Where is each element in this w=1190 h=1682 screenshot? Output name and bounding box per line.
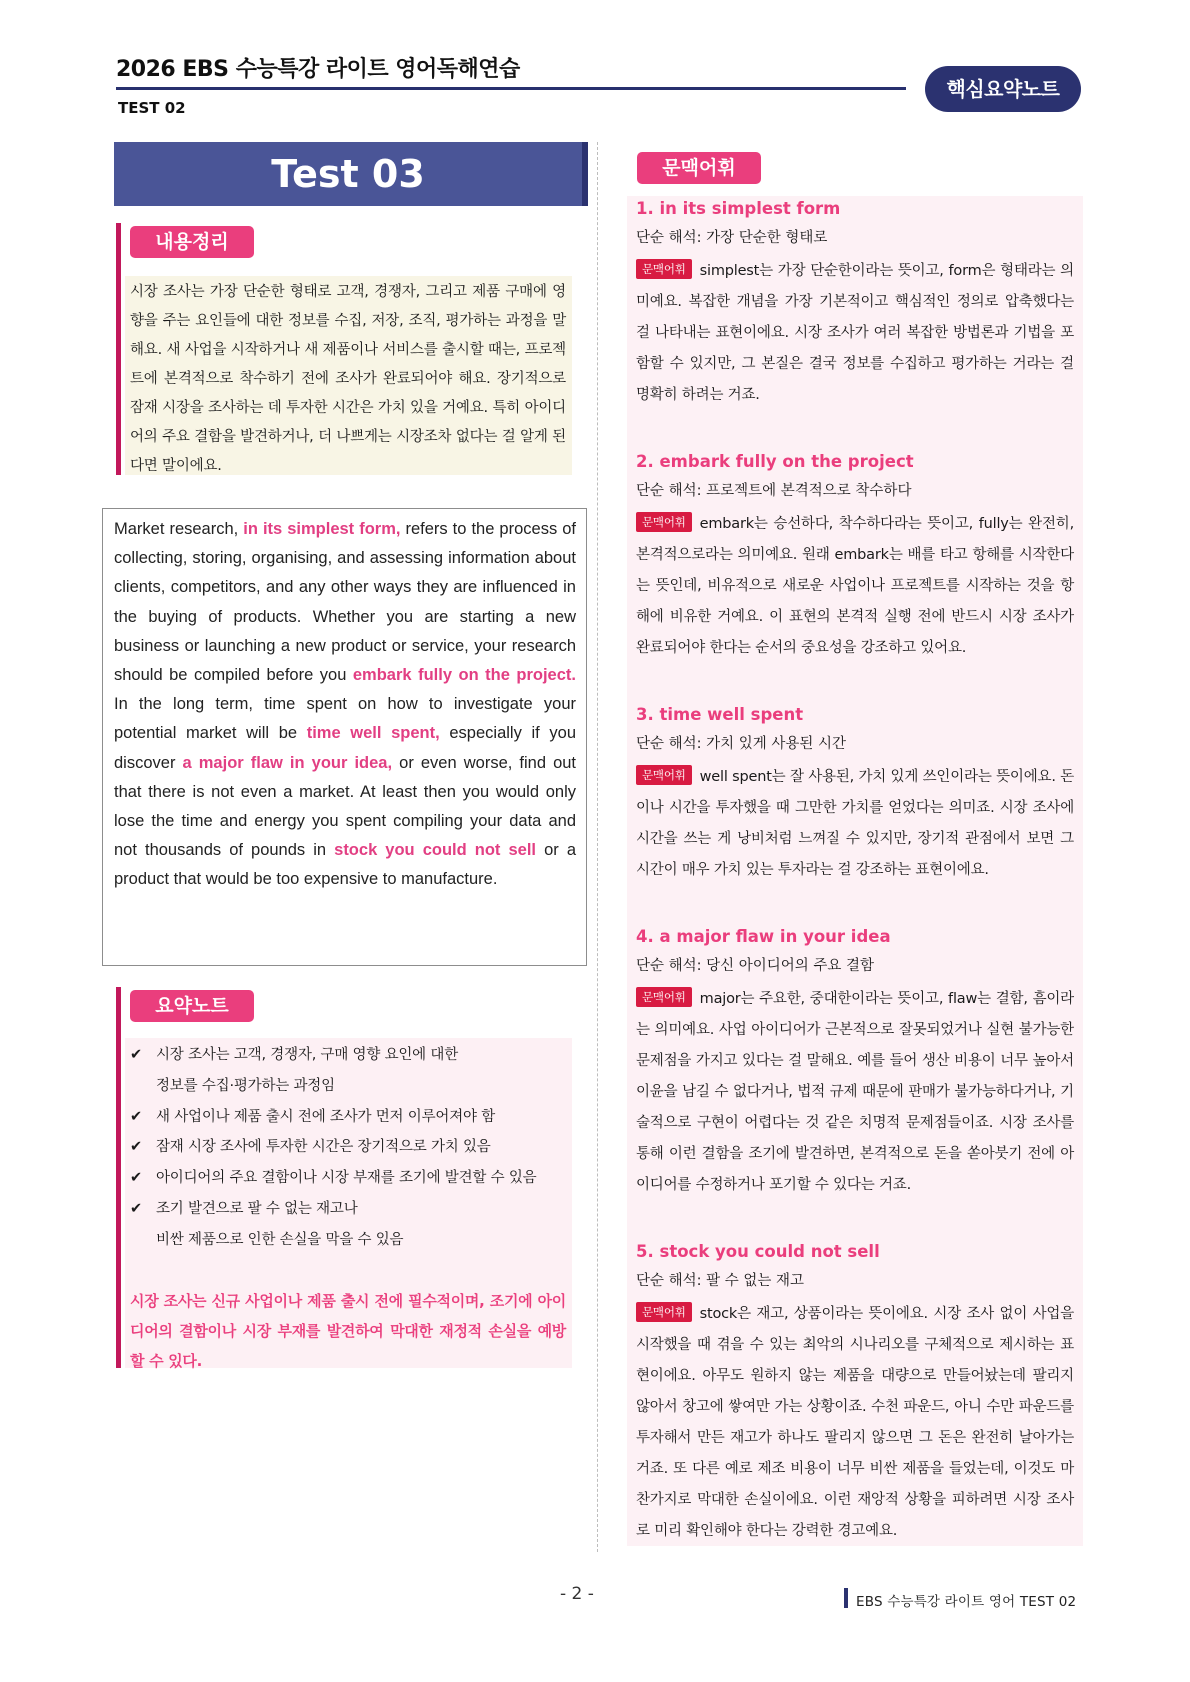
note-text: 조기 발견으로 팔 수 없는 재고나 (156, 1200, 358, 1217)
passage-segment: or a product that would be too expensive to manufacture. (114, 841, 576, 889)
vocab-desc (636, 762, 1074, 886)
note-item-continuation (130, 1071, 570, 1102)
vocab-list (636, 194, 1074, 1583)
vocab-item (636, 447, 1074, 664)
note-text: 새 사업이나 제품 출시 전에 조사가 먼저 이루어져야 함 (156, 1108, 496, 1125)
vocab-tag: 문맥어휘 (636, 765, 692, 785)
check-icon: ✔ (130, 1170, 142, 1187)
vocab-title: 3. time well spent (636, 705, 804, 724)
vocab-simple: 단순 해석: 프로젝트에 본격적으로 착수하다 (636, 483, 912, 499)
vocab-desc (636, 509, 1074, 664)
vocab-desc-text: stock은 재고, 상품이라는 뜻이에요. 시장 조사 없이 사업을 시작했을 때 겪을 수 있는 최악의 시나리오를 구체적으로 제시하는 표현이에요. 아무도 원하지 않는 제품을 대량으로 만들어놨는데 팔리지 않아서 창고에 쌓여만 가는 상황이죠. 수천 파운드, 아니 수만 파운드를 투자해서 만든 재고가 하나도 팔리지 않으면 그 돈은 완전히 날아가는 거죠. 또 다른 예로 제조 비용이 너무 비싼 제품을 들었는데, 이것도 마찬가지로 막대한 손실이에요. 이런 재앙적 상황을 피하려면 시장 조사로 미리 확인해야 한다는 강력한 경고예요. (636, 1306, 1074, 1539)
note-item (130, 1132, 570, 1163)
vocab-desc (636, 984, 1074, 1201)
vocab-item (636, 1237, 1074, 1547)
vocab-desc-text: embark는 승선하다, 착수하다라는 뜻이고, fully는 완전히, 본격적으로라는 의미예요. 원래 embark는 배를 타고 항해를 시작한다는 뜻인데, 비유적으로 새로운 사업이나 프로젝트를 시작하는 것을 항해에 비유한 거예요. 이 표현의 본격적 실행 전에 반드시 시장 조사가 완료되어야 한다는 순서의 중요성을 강조하고 있어요. (636, 516, 1074, 656)
check-icon: ✔ (130, 1139, 142, 1156)
passage-text (114, 515, 576, 895)
note-item (130, 1194, 570, 1225)
note-text: 비싼 제품으로 인한 손실을 막을 수 있음 (156, 1231, 404, 1248)
vocab-simple: 단순 해석: 팔 수 없는 재고 (636, 1273, 805, 1289)
passage-segment: refers to the process of collecting, storing, organising, and assessing information about clients, competitors, and any other ways they are influenced in the buying of products. Whether you are starting a new business or launching a new product or service, your research should be compiled before you (114, 520, 576, 685)
vocab-simple: 단순 해석: 가치 있게 사용된 시간 (636, 736, 847, 752)
vocab-desc-text: well spent는 잘 사용된, 가치 있게 쓰인이라는 뜻이에요. 돈이나 시간을 투자했을 때 그만한 가치를 얻었다는 의미죠. 시장 조사에 시간을 쓰는 게 낭비처럼 느껴질 수 있지만, 장기적 관점에서 보면 그 시간이 매우 가치 있는 투자라는 걸 강조하는 표현이에요. (636, 769, 1074, 878)
vocab-desc (636, 256, 1074, 411)
notes-conclusion: 시장 조사는 신규 사업이나 제품 출시 전에 필수적이며, 조기에 아이디어의 결함이나 시장 부재를 발견하여 막대한 재정적 손실을 예방할 수 있다. (130, 1292, 566, 1370)
vocab-simple: 단순 해석: 가장 단순한 형태로 (636, 230, 828, 246)
footer-text: EBS 수능특강 라이트 영어 TEST 02 (856, 1594, 1077, 1610)
note-text: 아이디어의 주요 결함이나 시장 부재를 조기에 발견할 수 있음 (156, 1170, 537, 1187)
vocab-simple: 단순 해석: 당신 아이디어의 주요 결함 (636, 958, 875, 974)
passage-segment: In the long term, time spent on how to investigate your potential market will be (114, 695, 576, 743)
note-item-continuation (130, 1225, 570, 1256)
vocab-label: 문맥어휘 (637, 152, 761, 184)
passage-segment: especially if you discover (114, 724, 576, 772)
note-text: 정보를 수집·평가하는 과정임 (156, 1077, 335, 1094)
note-item (130, 1102, 570, 1133)
notes-accent-bar (116, 987, 121, 1368)
vocab-tag: 문맥어휘 (636, 512, 692, 532)
vocab-desc-text: major는 주요한, 중대한이라는 뜻이고, flaw는 결함, 흠이라는 의미예요. 사업 아이디어가 근본적으로 잘못되었거나 실현 불가능한 문제점을 가지고 있다는 걸 말해요. 예를 들어 생산 비용이 너무 높아서 이윤을 남길 수 없다거나, 법적 규제 때문에 판매가 불가능하다거나, 기술적으로 구현이 어렵다는 것 같은 치명적 문제점들이죠. 시장 조사를 통해 이런 결함을 조기에 발견하면, 본격적으로 돈을 쏟아붓기 전에 아이디어를 수정하거나 포기할 수 있다는 거죠. (636, 991, 1074, 1193)
note-item (130, 1040, 570, 1071)
vocab-title: 5. stock you could not sell (636, 1242, 880, 1261)
vocab-item (636, 194, 1074, 411)
summary-text: 시장 조사는 가장 단순한 형태로 고객, 경쟁자, 그리고 제품 구매에 영향을 주는 요인들에 대한 정보를 수집, 저장, 조직, 평가하는 과정을 말해요. 새 사업을 시작하거나 새 제품이나 서비스를 출시할 때는, 프로젝트에 본격적으로 착수하기 전에 조사가 완료되어야 해요. 장기적으로 잠재 시장을 조사하는 데 투자한 시간은 가치 있을 거예요. 특히 아이디어의 주요 결함을 발견하거나, 더 나쁘게는 시장조차 없다는 걸 알게 된다면 말이에요. (130, 284, 566, 474)
note-text: 시장 조사는 고객, 경쟁자, 구매 영향 요인에 대한 (156, 1047, 459, 1063)
passage-segment: or even worse, find out that there is not even a market. At least then you would only lose the time and energy you spent compiling your data and not thousands of pounds in (114, 753, 577, 860)
vocab-title: 4. a major flaw in your idea (636, 927, 891, 946)
notes-label: 요약노트 (130, 990, 254, 1022)
passage-segment: Market research, (114, 520, 244, 538)
check-icon: ✔ (130, 1108, 142, 1125)
vocab-item (636, 700, 1074, 886)
document-title: 2026 EBS 수능특강 라이트 영어독해연습 (116, 57, 520, 82)
note-item (130, 1163, 570, 1194)
passage-highlight: embark fully on the project. (352, 666, 576, 685)
check-icon: ✔ (130, 1047, 142, 1063)
summary-accent-bar (116, 223, 121, 475)
summary-label: 내용정리 (130, 226, 254, 258)
footer-accent-bar (844, 1588, 848, 1608)
check-icon: ✔ (130, 1200, 142, 1217)
column-divider (597, 142, 598, 1552)
header-rule (116, 87, 906, 90)
notes-list (130, 1040, 570, 1256)
vocab-desc-text: simplest는 가장 단순한이라는 뜻이고, form은 형태라는 의미예요. 복잡한 개념을 가장 기본적이고 핵심적인 정의로 압축했다는 걸 나타내는 표현이에요. 시장 조사가 여러 복잡한 방법론과 기법을 포함할 수 있지만, 그 본질은 결국 정보를 수집하고 평가하는 거라는 걸 명확히 하려는 거죠. (636, 263, 1074, 403)
section-badge: 핵심요약노트 (925, 66, 1081, 112)
passage-highlight: a major flaw in your idea, (182, 753, 393, 772)
vocab-tag: 문맥어휘 (636, 1302, 692, 1322)
test-banner: Test 03 (114, 142, 588, 206)
vocab-title: 1. in its simplest form (636, 199, 841, 218)
vocab-title: 2. embark fully on the project (636, 452, 914, 471)
vocab-desc (636, 1299, 1074, 1547)
vocab-tag: 문맥어휘 (636, 987, 692, 1007)
note-text: 잠재 시장 조사에 투자한 시간은 장기적으로 가치 있음 (156, 1139, 491, 1156)
vocab-item (636, 922, 1074, 1201)
vocab-tag: 문맥어휘 (636, 259, 692, 279)
passage-highlight: stock you could not sell (334, 841, 537, 860)
page-number: - 2 - (560, 1584, 594, 1604)
passage-highlight: in its simplest form, (243, 520, 401, 538)
passage-highlight: time well spent, (306, 724, 440, 743)
test-label: TEST 02 (118, 99, 186, 117)
